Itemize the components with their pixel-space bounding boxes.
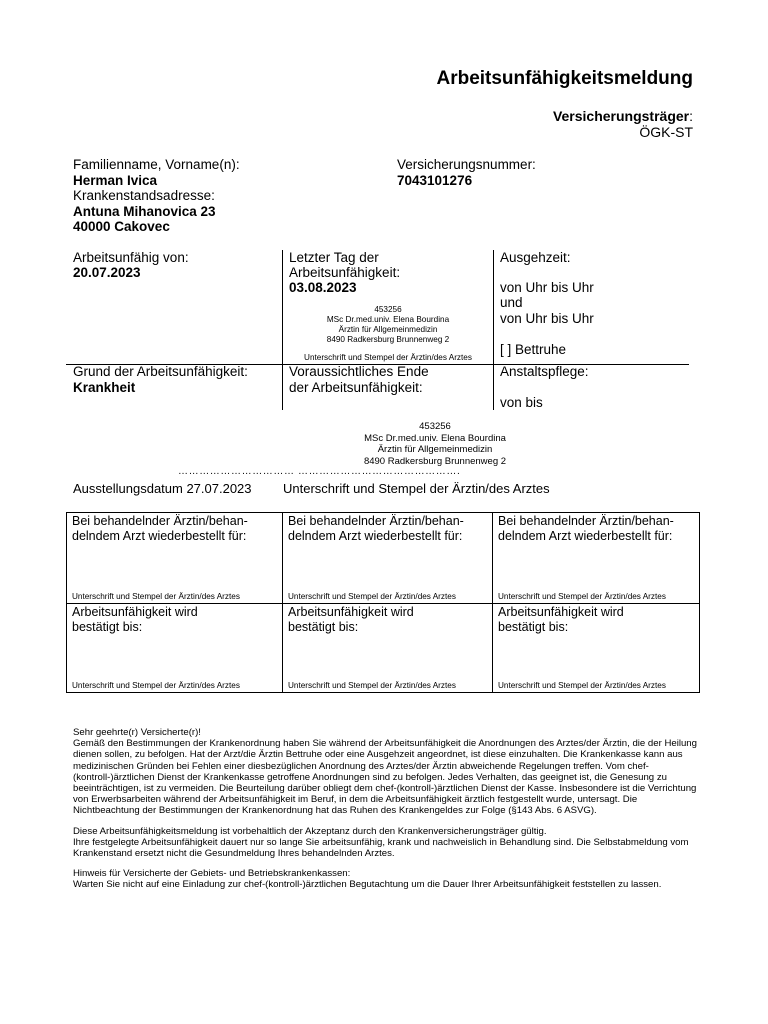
insurer-label: Versicherungsträger: bbox=[552, 108, 693, 124]
grid-cell-2-3: Arbeitsunfähigkeit wird bestätigt bis: Unterschrift und Stempel der Ärztin/des Arztes bbox=[498, 605, 666, 690]
last-day-value: 03.08.2023 bbox=[289, 280, 357, 295]
name-value: Herman Ivica bbox=[73, 173, 158, 188]
reason-value: Krankheit bbox=[73, 380, 136, 395]
follow-up-grid bbox=[66, 512, 700, 693]
small-doctor-stamp: 453256 MSc Dr.med.univ. Elena Bourdina Ärztin für Allgemeinmedizin 8490 Radkersburg Brunnenweg 2 bbox=[326, 305, 450, 344]
insurance-number-label: Versicherungsnummer: bbox=[397, 157, 536, 172]
from-value: 20.07.2023 bbox=[73, 265, 141, 280]
address-line1: Antuna Mihanovica 23 bbox=[73, 204, 216, 219]
name-label: Familienname, Vorname(n): bbox=[73, 157, 240, 172]
issue-date: Ausstellungsdatum 27.07.2023 bbox=[73, 481, 252, 496]
grid-cell-1-1: Bei behandelnder Ärztin/behan- delndem Arzt wiederbestellt für: Unterschrift und Stempel der Ärztin/des Arztes bbox=[72, 514, 248, 601]
signature-dotted-line: …………………………… ………………………………………. bbox=[178, 466, 461, 477]
notice-paragraph-2: Diese Arbeitsunfähigkeitsmeldung ist vorbehaltlich der Akzeptanz durch den Krankenversicherungsträger gültig. Ihre festgelegte Arbeitsunfähigkeit dauert nur so lange Sie arbeitsunfähig, krank und nachweislich in Behandlung sind. Die Selbstabmeldung vom Krankenstand ersetzt nicht die Gesundmeldung Ihres behandelnden Arztes. bbox=[73, 825, 689, 860]
insured-notice bbox=[73, 727, 703, 900]
bettruhe-checkbox: [ ] Bettruhe bbox=[500, 342, 567, 357]
doctor-stamp: 453256 MSc Dr.med.univ. Elena Bourdina Ärztin für Allgemeinmedizin 8490 Radkersburg Brunnenweg 2 bbox=[363, 421, 507, 467]
grid-cell-2-1: Arbeitsunfähigkeit wird bestätigt bis: Unterschrift und Stempel der Ärztin/des Arztes bbox=[72, 605, 240, 690]
grid-cell-1-2: Bei behandelnder Ärztin/behan- delndem Arzt wiederbestellt für: Unterschrift und Stempel der Ärztin/des Arztes bbox=[288, 514, 464, 601]
small-signature-label: Unterschrift und Stempel der Ärztin/des Arztes bbox=[304, 353, 472, 362]
ausgehzeit-und: und bbox=[500, 295, 523, 310]
ausgehzeit-line2: von Uhr bis Uhr bbox=[500, 311, 594, 326]
last-day-label-2: Arbeitsunfähigkeit: bbox=[289, 265, 401, 280]
ausgehzeit-line1: von Uhr bis Uhr bbox=[500, 280, 594, 295]
grid-cell-2-2: Arbeitsunfähigkeit wird bestätigt bis: Unterschrift und Stempel der Ärztin/des Arztes bbox=[288, 605, 456, 690]
ausgehzeit-label: Ausgehzeit: bbox=[500, 250, 571, 265]
document-title: Arbeitsunfähigkeitsmeldung bbox=[436, 68, 693, 89]
grid-cell-1-3: Bei behandelnder Ärztin/behan- delndem Arzt wiederbestellt für: Unterschrift und Stempel der Ärztin/des Arztes bbox=[498, 514, 674, 601]
hospital-care-label: Anstaltspflege: bbox=[500, 364, 589, 379]
address-label: Krankenstandsadresse: bbox=[73, 188, 215, 203]
expected-end-label-2: der Arbeitsunfähigkeit: bbox=[289, 380, 423, 395]
notice-paragraph-1: Sehr geehrte(r) Versicherte(r)! Gemäß den Bestimmungen der Krankenordnung haben Sie während der Arbeitsunfähigkeit die Anordnungen des Arztes/der Ärztin, die der Heilung dienen sollen, zu befolgen. Hat der Arzt/die Ärztin Bettruhe oder eine Ausgehzeit angeordnet, ist diese einzuhalten. Die Krankenkasse kann aus medizinischen Gründen bei Fehlen einer diesbezüglichen Anordnung des Arztes/der Ärztin abweichende Regelungen treffen. Vom chef-(kontroll-)ärztlichen Dienst der Krankenkasse getroffene Anordnungen sind zu befolgen. Jedes Verhalten, das geeignet ist, die Genesung zu beeinträchtigen, ist zu vermeiden. Die Beurteilung darüber obliegt dem chef-(kontroll-)ärztlichen Dienst der Kasse. Insbesondere ist die Verrichtung von Erwerbsarbeiten während der Arbeitsunfähigkeit im Beruf, in dem die Arbeitsunfähigkeit ärztlich festgestellt wurde, untersagt. Die Nichtbeachtung der Bestimmungen der Krankenordnung hat das Ruhen des Krankengeldes zur Folge (§143 Abs. 6 ASVG). bbox=[73, 727, 697, 817]
signature-label: Unterschrift und Stempel der Ärztin/des Arztes bbox=[283, 481, 550, 496]
hospital-care-value: von bis bbox=[500, 395, 543, 410]
divider-vertical-1 bbox=[282, 250, 283, 410]
reason-label: Grund der Arbeitsunfähigkeit: bbox=[73, 364, 248, 379]
notice-paragraph-3: Hinweis für Versicherte der Gebiets- und Betriebskrankenkassen: Warten Sie nicht auf eine Einladung zur chef-(kontroll-)ärztlichen Begutachtung um die Dauer Ihrer Arbeitsunfähigkeit feststellen zu lassen. bbox=[73, 868, 662, 891]
address-line2: 40000 Cakovec bbox=[73, 219, 170, 234]
insurance-number-value: 7043101276 bbox=[397, 173, 473, 188]
last-day-label-1: Letzter Tag der bbox=[289, 250, 379, 265]
insurer-value: ÖGK-ST bbox=[639, 124, 693, 140]
divider-vertical-2 bbox=[493, 250, 494, 410]
expected-end-label-1: Voraussichtliches Ende bbox=[289, 364, 429, 379]
from-label: Arbeitsunfähig von: bbox=[73, 250, 189, 265]
